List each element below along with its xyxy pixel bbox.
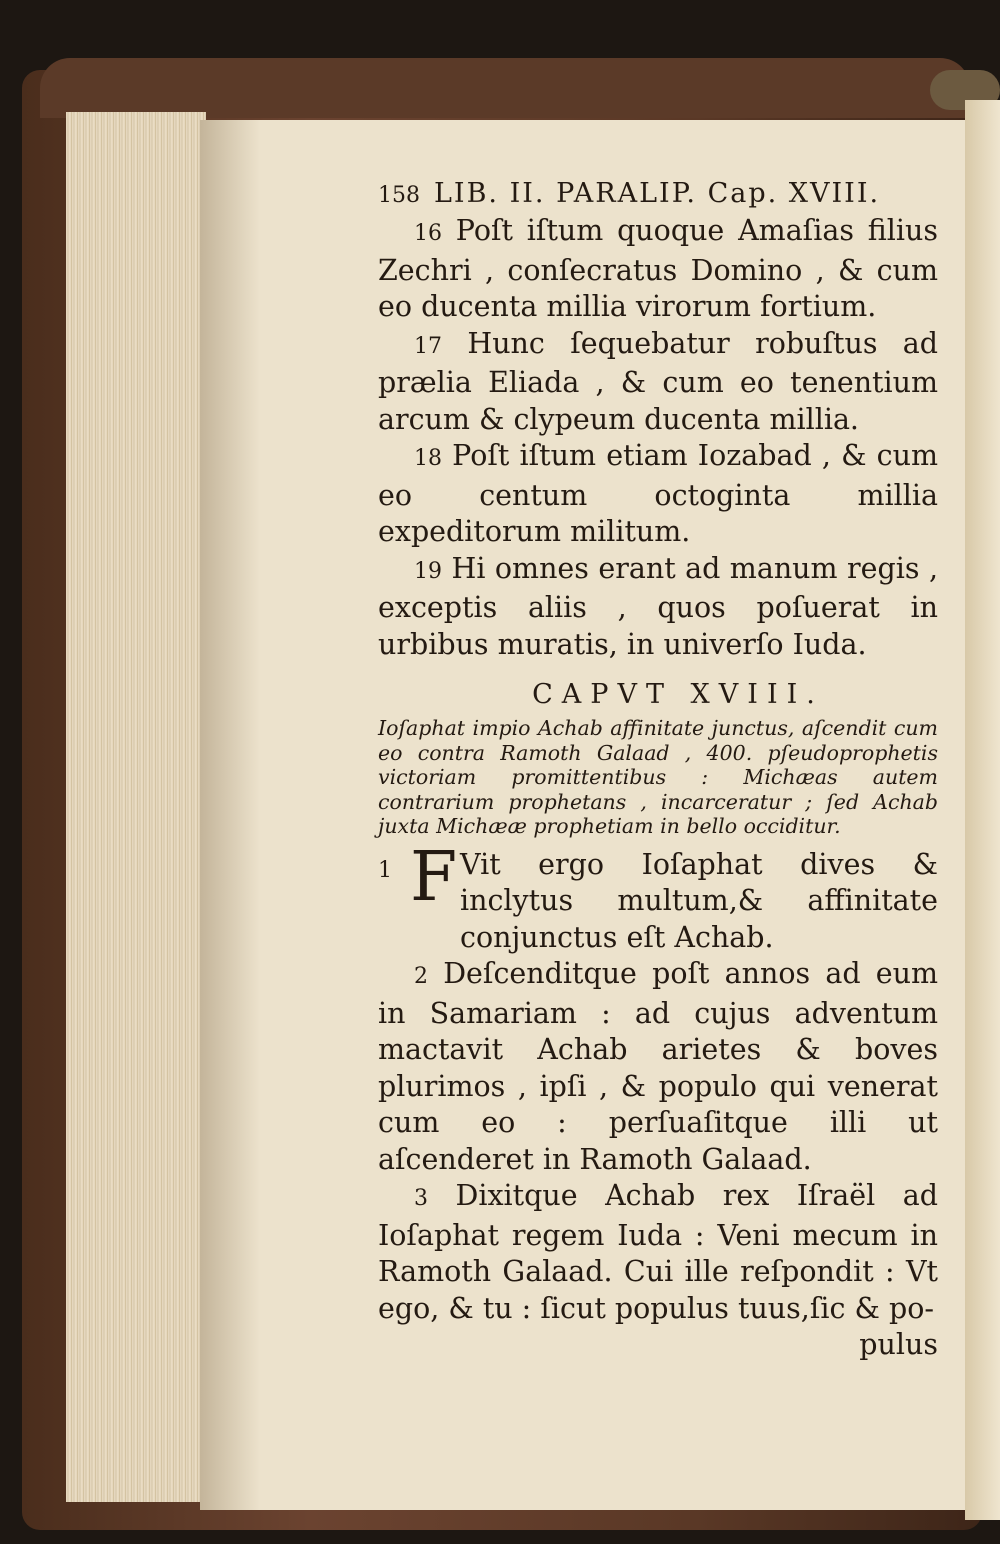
page-number: 158 bbox=[378, 183, 420, 208]
drop-cap: F bbox=[410, 837, 458, 917]
verse-16: 16 Poſt iſtum quoque Amaſias filius Zechri , conſecratus Domino , & cum eo ducenta millia virorum fortium. bbox=[378, 214, 938, 323]
verse-3: 3 Dixitque Achab rex Iſraël ad Ioſaphat regem Iuda : Veni mecum in Ramoth Galaad. Cui ille reſpondit : Vt ego, & tu : ſicut populus tuus,ſic & po- bbox=[378, 1179, 938, 1325]
verse-1 bbox=[378, 837, 938, 957]
page-edges bbox=[66, 112, 206, 1502]
verse-19: 19 Hi omnes erant ad manum regis , exceptis aliis , quos poſuerat in urbibus muratis, in univerſo Iuda. bbox=[378, 551, 939, 661]
running-header bbox=[378, 178, 938, 209]
verse-text: Vit ergo Ioſaphat dives & inclytus multum,& affinitate conjunctus eſt Achab. bbox=[460, 847, 938, 954]
verse-18: 18 Poſt iſtum etiam Iozabad , & cum eo centum octoginta millia expeditorum militum. bbox=[378, 439, 938, 548]
verse-17: 17 Hunc ſequebatur robuſtus ad prælia Eliada , & cum eo tenentium arcum & clypeum ducenta millia. bbox=[378, 326, 939, 436]
catchword: pulus bbox=[859, 1328, 938, 1361]
book-spine-top bbox=[40, 58, 970, 118]
gutter-shadow bbox=[200, 120, 260, 1510]
verse-2: 2 Deſcenditque poſt annos ad eum in Samariam : ad cujus adventum mactavit Achab arietes & boves plurimos , ipſi , & populo qui venerat cum eo : perſuaſitque illi ut aſcenderet in Ramoth Galaad. bbox=[378, 957, 938, 1176]
chapter-title: CAPVT XVIII. bbox=[532, 679, 824, 710]
page-text-block bbox=[378, 178, 938, 1364]
running-title: LIB. II. PARALIP. Cap. XVIII. bbox=[434, 178, 881, 209]
right-page-edge bbox=[965, 100, 1000, 1520]
chapter-summary: Ioſaphat impio Achab affinitate junctus, aſcendit cum eo contra Ramoth Galaad , 400. pſeudoprophetis victoriam promittentibus : Michæas autem contrarium prophetans , incarceratur ; ſed Achab juxta Michææ prophetiam in bello occiditur. bbox=[378, 716, 938, 838]
verse-number: 1 bbox=[378, 857, 392, 883]
